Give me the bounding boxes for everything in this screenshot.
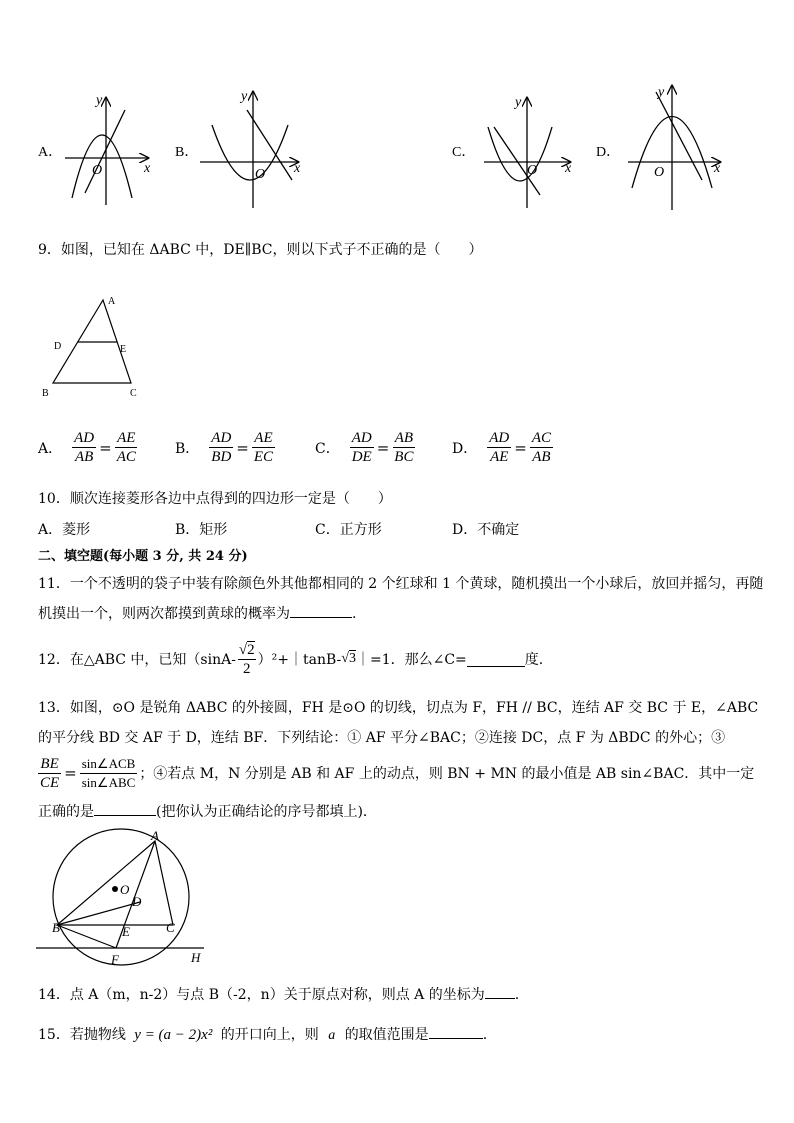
q15-p3: 的取值范围是 (344, 1027, 429, 1043)
q13-line4 (38, 801, 377, 821)
q8-option-c-label: C． (452, 145, 476, 160)
q12-p1: 12．在△ABC 中，已知（sinA- (38, 652, 236, 668)
q9-opt-b-label: B． (175, 440, 200, 457)
graph-c (484, 98, 570, 208)
q13-label-a: A (151, 828, 159, 843)
q15-formula: y = (a − 2)x² (134, 1027, 213, 1043)
q10-stem: 10．顺次连接菱形各边中点得到的四边形一定是（ ） (38, 491, 392, 507)
q9-opt-c-right-frac: $\frac{AB}{BC}$ (394, 430, 414, 465)
q8-graphs (0, 80, 794, 220)
q15-end: . (482, 1027, 488, 1043)
q8-option-b-label: B． (175, 145, 199, 160)
q10-option-c: C．正方形 (315, 522, 382, 538)
q13-center-dot (112, 886, 118, 892)
q9-option-c: C． $\frac{AD}{DE}$ = $\frac{AB}{BC}$ (315, 430, 414, 465)
q13-label-d: D (132, 894, 142, 909)
q9-opt-c-left-frac: $\frac{AD}{DE}$ (351, 430, 372, 465)
q13-label-h: H (191, 950, 201, 965)
q12-sqrt2: 2 (247, 641, 255, 658)
q15-p1: 15．若抛物线 (38, 1027, 126, 1043)
q9-label-b: B (42, 388, 49, 399)
q13-line3-rest: ；④若点 M，N 分别是 AB 和 AF 上的动点，则 BN + MN 的最小值是 AB sin∠BAC．其中一定 (139, 766, 755, 782)
q11-answer-blank[interactable] (290, 603, 352, 618)
q10-option-d: D．不确定 (452, 522, 520, 538)
graph-c-x: x (565, 161, 572, 176)
graph-a-o: O (92, 163, 103, 178)
q12-den: 2 (243, 660, 251, 677)
graph-a-x: x (144, 161, 151, 176)
q9-opt-a-left-frac: $\frac{AD}{AB}$ (74, 430, 95, 465)
q11-line2 (38, 603, 356, 623)
q13-frac-right: $\frac{\text{sin∠ACB}}{\text{sin∠ABC}}$ (81, 755, 136, 790)
graph-d-o: O (654, 165, 665, 180)
q9-opt-b-right-frac: $\frac{AE}{EC}$ (253, 430, 274, 465)
q12-sqrt3: √3 (341, 651, 356, 666)
q9-label-a: A (108, 296, 116, 307)
q9-opt-a-right-frac: $\frac{AE}{AC}$ (116, 430, 136, 465)
q13-label-b: B (52, 920, 60, 935)
q9-opt-a-label: A． (38, 440, 63, 457)
q14-end: . (514, 987, 520, 1003)
q14-line (38, 984, 519, 1004)
q9-label-e: E (120, 344, 127, 355)
q9-opt-d-label: D． (452, 440, 478, 457)
q12-fraction: $\frac{√2}{2}$ (238, 641, 255, 677)
q15-answer-blank[interactable] (429, 1024, 483, 1039)
graph-d-y: y (658, 85, 665, 100)
q13-frac-left: $\frac{BE}{CE}$ (40, 755, 60, 791)
q9-opt-b-left-frac: $\frac{AD}{BD}$ (211, 430, 232, 465)
q12-p4: 度. (524, 652, 544, 668)
graph-a-y: y (96, 93, 103, 108)
q8-option-d-label: D． (596, 145, 621, 160)
graph-b-y: y (241, 89, 248, 104)
q15-var: a (328, 1028, 336, 1043)
q13-label-c: C (166, 920, 175, 935)
graph-a (65, 98, 148, 205)
q12-answer-blank[interactable] (467, 652, 525, 667)
q9-label-c: C (130, 388, 137, 399)
q11-line1: 11．一个不透明的袋子中装有除颜色外其他都相同的 2 个红球和 1 个黄球，随机摸出一个小球后，放回并摇匀，再随 (38, 576, 764, 592)
q13-line4a: 正确的是 (38, 804, 94, 820)
q9-stem: 9．如图，已知在 ΔABC 中，DE∥BC，则以下式子不正确的是（ ） (38, 242, 483, 258)
q13-label-f: F (111, 952, 119, 967)
q12-line (38, 639, 543, 679)
q13-line4b: (把你认为正确结论的序号都填上)． (156, 804, 377, 820)
q14-text: 14．点 A（m，n-2）与点 B（-2，n）关于原点对称，则点 A 的坐标为 (38, 987, 485, 1003)
q13-line1: 13．如图，⊙O 是锐角 ΔABC 的外接圆，FH 是⊙O 的切线，切点为 F，FH // BC，连结 AF 交 BC 于 E，∠ABC (38, 700, 759, 716)
q10-option-a: A．菱形 (38, 522, 91, 538)
q9-label-d: D (54, 341, 62, 352)
q13-figure (34, 828, 210, 970)
q9-figure (38, 292, 148, 402)
section-heading: 二、填空题(每小题 3 分, 共 24 分) (38, 549, 248, 564)
q8-option-a-label: A． (38, 145, 63, 160)
q9-opt-d-right-frac: $\frac{AC}{AB}$ (531, 430, 551, 465)
graph-b-x: x (294, 161, 301, 176)
q13-label-e: E (122, 924, 130, 939)
graph-b-o: O (255, 167, 266, 182)
q9-option-d: D． $\frac{AD}{AE}$ = $\frac{AC}{AB}$ (452, 430, 551, 465)
graph-c-o: O (527, 163, 538, 178)
graph-b (200, 92, 298, 208)
q13-line2: 的平分线 BD 交 AF 于 D，连结 BF．下列结论：① AF 平分∠BAC；②连接 DC，点 F 为 ΔBDC 的外心；③ (38, 730, 726, 746)
q9-opt-d-left-frac: $\frac{AD}{AE}$ (489, 430, 510, 465)
q12-p3: ｜=1．那么∠C= (355, 652, 467, 668)
q9-opt-c-label: C． (315, 440, 340, 457)
q9-option-a: A． $\frac{AD}{AB}$ = $\frac{AE}{AC}$ (38, 430, 136, 465)
q12-p2: ）²+｜tanB- (257, 652, 342, 668)
graph-d (628, 86, 720, 210)
graph-d-x: x (714, 161, 721, 176)
q15-line (38, 1024, 487, 1044)
q11-end: . (352, 606, 357, 622)
q11-line2-text: 机摸出一个，则两次都摸到黄球的概率为 (38, 606, 290, 622)
q14-answer-blank[interactable] (485, 984, 515, 999)
q13-label-o: O (120, 882, 130, 897)
q13-line3: $\frac{BE}{CE}$ = $\frac{\text{sin∠ACB}}{\text{sin∠ABC}}$ ；④若点 M，N 分别是 AB 和 AF 上的动点，则 BN + MN 的最小值是 AB sin∠BAC．其中一定 (40, 755, 755, 791)
graph-c-y: y (515, 95, 522, 110)
q9-option-b: B． $\frac{AD}{BD}$ = $\frac{AE}{EC}$ (175, 430, 274, 465)
q10-option-b: B．矩形 (175, 522, 228, 538)
q15-p2: 的开口向上，则 (220, 1027, 319, 1043)
q13-answer-blank[interactable] (94, 801, 156, 816)
